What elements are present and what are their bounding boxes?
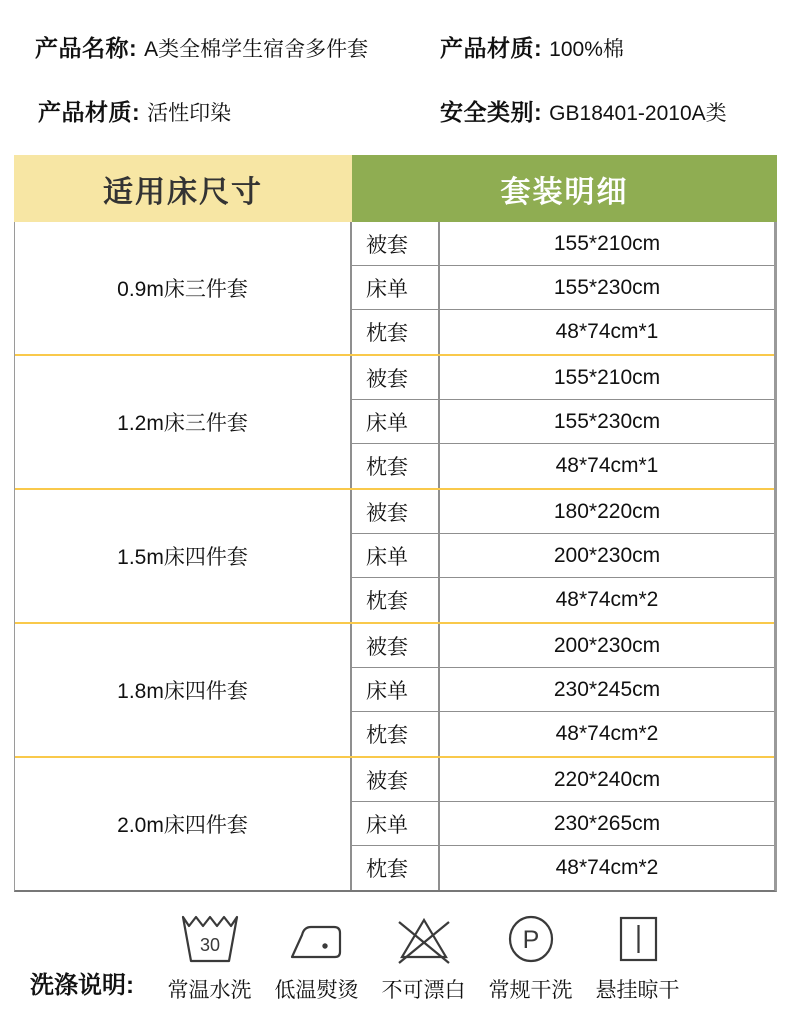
safety-class-label: 安全类别: (440, 99, 543, 125)
svg-text:P: P (522, 926, 539, 954)
table-row (352, 400, 774, 444)
spec-table-body (14, 222, 777, 892)
dye-process-value: 活性印染 (147, 102, 232, 125)
wash-30-icon (180, 912, 240, 966)
table-row (352, 490, 774, 534)
care-item-hang-dry (584, 912, 691, 1004)
table-row (352, 624, 774, 668)
item-spec-cell: 200*230cm (553, 633, 661, 657)
product-info-section (0, 0, 790, 150)
care-item-label: 常温水洗 (167, 979, 252, 1002)
item-spec-cell: 48*74cm*2 (555, 856, 659, 879)
care-items (156, 912, 691, 1004)
bed-size-cell: 1.8m床四件套 (15, 624, 352, 756)
table-row (352, 222, 774, 266)
spec-table-header (14, 155, 777, 222)
item-spec-cell: 230*245cm (553, 677, 661, 701)
item-spec-cell: 155*210cm (553, 365, 661, 389)
table-row (352, 846, 774, 890)
bed-size-cell: 1.5m床四件套 (15, 490, 352, 622)
bed-size-cell: 0.9m床三件套 (15, 222, 352, 354)
bed-size-group (15, 222, 774, 356)
table-row (352, 266, 774, 310)
care-item-label: 悬挂晾干 (595, 979, 680, 1002)
care-item-iron (263, 912, 370, 1004)
product-name-field (35, 30, 368, 63)
header-bed-size: 适用床尺寸 (14, 155, 352, 222)
dry-clean-p-icon (501, 912, 561, 966)
care-item-no-bleach (370, 912, 477, 1004)
iron-low-icon (287, 912, 347, 966)
item-spec-cell: 155*230cm (553, 409, 661, 433)
table-row (352, 534, 774, 578)
care-item-label: 不可漂白 (381, 979, 466, 1002)
table-row (352, 310, 774, 354)
table-row (352, 668, 774, 712)
table-row (352, 578, 774, 622)
dye-process-label: 产品材质: (38, 99, 141, 125)
dye-process-field (38, 94, 231, 127)
spec-table (14, 155, 777, 892)
item-name-cell: 被套 (352, 624, 440, 667)
item-name-cell: 床单 (352, 400, 440, 443)
product-material-field (440, 30, 624, 63)
product-name-label: 产品名称: (35, 35, 138, 61)
product-material-value: 100%棉 (549, 38, 624, 61)
table-row (352, 802, 774, 846)
svg-text:30: 30 (199, 935, 220, 955)
item-name-cell: 被套 (352, 490, 440, 533)
table-row (352, 356, 774, 400)
item-spec-cell: 155*210cm (553, 231, 661, 255)
item-name-cell: 被套 (352, 758, 440, 801)
item-name-cell: 被套 (352, 356, 440, 399)
item-spec-cell: 200*230cm (553, 543, 661, 567)
item-spec-cell: 180*220cm (553, 499, 661, 523)
table-row (352, 712, 774, 756)
bed-size-cell: 1.2m床三件套 (15, 356, 352, 488)
item-spec-cell: 155*230cm (553, 275, 661, 299)
product-material-label: 产品材质: (440, 35, 543, 61)
header-set-detail: 套装明细 (352, 155, 777, 222)
item-spec-cell: 48*74cm*2 (555, 588, 659, 611)
item-spec-cell: 48*74cm*1 (555, 320, 659, 343)
care-item-dry-clean (477, 912, 584, 1004)
item-spec-cell: 48*74cm*2 (555, 722, 659, 745)
item-name-cell: 床单 (352, 802, 440, 845)
safety-class-field (440, 94, 727, 127)
item-name-cell: 枕套 (352, 310, 440, 354)
table-row (352, 758, 774, 802)
bed-size-group (15, 490, 774, 624)
item-spec-cell: 230*265cm (553, 811, 661, 835)
bed-size-group (15, 758, 774, 890)
product-name-value: A类全棉学生宿舍多件套 (144, 38, 369, 61)
item-spec-cell: 220*240cm (553, 767, 661, 791)
item-name-cell: 枕套 (352, 444, 440, 488)
bed-size-group (15, 624, 774, 758)
care-item-label: 低温熨烫 (274, 979, 359, 1002)
bed-size-cell: 2.0m床四件套 (15, 758, 352, 890)
care-item-wash (156, 912, 263, 1004)
hang-dry-icon (608, 912, 668, 966)
item-name-cell: 床单 (352, 668, 440, 711)
item-spec-cell: 48*74cm*1 (555, 454, 659, 477)
safety-class-value: GB18401-2010A类 (549, 102, 727, 125)
care-section (0, 912, 790, 1004)
care-section-label: 洗涤说明: (30, 972, 134, 999)
care-item-label: 常规干洗 (488, 979, 573, 1002)
no-bleach-icon (394, 912, 454, 966)
item-name-cell: 床单 (352, 534, 440, 577)
item-name-cell: 枕套 (352, 712, 440, 756)
item-name-cell: 枕套 (352, 846, 440, 890)
bed-size-group (15, 356, 774, 490)
item-name-cell: 床单 (352, 266, 440, 309)
item-name-cell: 枕套 (352, 578, 440, 622)
item-name-cell: 被套 (352, 222, 440, 265)
table-row (352, 444, 774, 488)
